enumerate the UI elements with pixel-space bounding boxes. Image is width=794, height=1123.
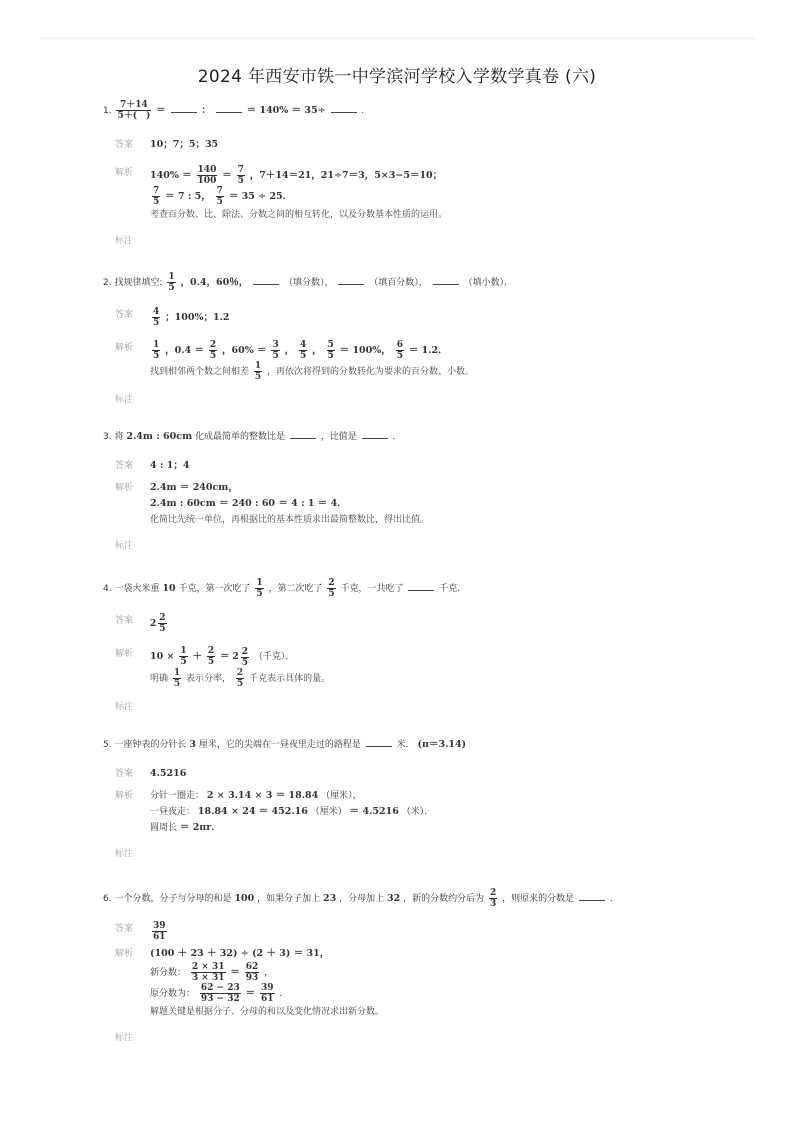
text-segment: 原分数为： — [150, 989, 196, 999]
text-segment: ＝ 100%， — [339, 345, 391, 356]
text-segment: （填分数）， — [284, 278, 334, 288]
answer-label: 答案 — [115, 310, 134, 320]
fraction — [255, 578, 263, 599]
fraction — [116, 100, 151, 121]
mark-row — [103, 233, 734, 249]
text-segment: 140% ＝ — [150, 170, 192, 181]
text-segment: 2.4m : 60cm — [126, 431, 193, 442]
text-segment: ＝ 1.2． — [408, 345, 448, 356]
row-body — [150, 613, 734, 634]
text-line — [150, 646, 734, 668]
analysis-note — [150, 361, 734, 382]
answer-blank[interactable] — [331, 103, 357, 113]
text-segment: （厘米） — [310, 807, 347, 817]
text-segment: 3 — [189, 739, 196, 750]
row-body — [150, 165, 734, 223]
fraction-denominator: 5 — [328, 589, 335, 599]
fraction-numerator: 2 — [209, 340, 217, 350]
mark-label[interactable]: 标注 — [115, 1033, 134, 1043]
text-segment: ． — [361, 106, 371, 116]
answer-label: 答案 — [115, 769, 134, 779]
text-segment: 化成最简单的整数比是 — [195, 432, 286, 442]
fraction-numerator: 2 — [159, 613, 166, 623]
answer-row — [103, 137, 734, 153]
question-3 — [103, 428, 734, 554]
text-segment: ． — [392, 432, 402, 442]
text-segment: 100 — [234, 893, 255, 904]
text-segment: ＋ — [192, 651, 203, 662]
fraction-numerator: 62 − 23 — [200, 983, 240, 993]
fraction-numerator: 7 — [237, 165, 244, 175]
text-segment: 表示分率， — [186, 673, 232, 684]
mark-row — [103, 538, 734, 554]
question-stem — [103, 428, 734, 446]
question-stem — [103, 100, 734, 121]
text-line — [150, 788, 734, 804]
fraction-denominator: 100 — [197, 176, 217, 186]
text-segment: 10 × — [150, 651, 175, 662]
mark-label[interactable]: 标注 — [115, 849, 134, 859]
fraction-numerator: 7＋14 — [116, 100, 151, 111]
answer-row — [103, 921, 734, 942]
text-segment: 千克，一共吃了 — [340, 584, 404, 594]
row-body — [150, 340, 734, 382]
text-segment: 1. — [103, 106, 112, 116]
text-segment: 一昼夜走： — [150, 807, 196, 817]
text-segment: 2 × 3.14 × 3 ＝ 18.84 — [206, 790, 319, 801]
answer-blank[interactable] — [579, 891, 605, 901]
text-segment: ；100%；1.2 — [165, 312, 230, 323]
fraction — [489, 888, 497, 909]
answer-value: 4 : 1；4 — [150, 460, 190, 471]
answer-value: 10；7；5；35 — [150, 139, 219, 150]
text-segment: ，0.4，60％， — [180, 277, 249, 288]
text-segment: （千克）． — [253, 652, 295, 662]
text-segment: ， — [312, 345, 322, 356]
fraction-denominator: 5 — [237, 176, 244, 186]
text-segment: 圆周长 — [150, 823, 178, 833]
fraction-numerator: 1 — [153, 340, 160, 350]
fraction-denominator: 5 — [209, 351, 217, 361]
answer-row — [103, 307, 734, 328]
fraction-denominator: 5 — [153, 318, 160, 328]
text-segment: ，新的分数约分后为 — [403, 894, 485, 904]
text-line — [150, 983, 734, 1004]
mark-row — [103, 1030, 734, 1046]
answer-blank[interactable] — [366, 737, 392, 747]
fraction-numerator: 1 — [168, 272, 175, 282]
fraction — [299, 340, 307, 361]
row-body — [150, 458, 734, 474]
fraction — [179, 646, 187, 667]
text-segment: ＝ — [245, 988, 256, 999]
text-segment: ，则原来的分数是 — [502, 894, 575, 904]
fraction-numerator: 4 — [299, 340, 307, 350]
fraction — [216, 186, 224, 207]
fraction-numerator: 1 — [256, 578, 263, 588]
fraction-numerator: 1 — [173, 667, 181, 678]
fraction-numerator: 1 — [254, 361, 262, 371]
fraction-numerator: 39 — [261, 983, 274, 993]
row-body — [150, 788, 734, 836]
text-segment: 分针一圈走： — [150, 791, 205, 801]
answer-row — [103, 766, 734, 782]
answer-value: 4.5216 — [150, 768, 187, 779]
answer-row — [103, 458, 734, 474]
fraction-numerator: 6 — [396, 340, 403, 350]
text-segment: （厘米）， — [321, 791, 362, 801]
fraction — [237, 165, 245, 186]
analysis-row — [103, 480, 734, 528]
fraction — [191, 962, 226, 983]
fraction-denominator: 61 — [261, 994, 274, 1004]
row-body — [150, 480, 734, 528]
fraction-denominator: 61 — [153, 932, 166, 942]
fraction — [152, 307, 160, 328]
analysis-note: 考查百分数、比、除法、分数之间的相互转化，以及分数基本性质的运用。 — [150, 210, 448, 220]
text-segment: 2 — [232, 652, 239, 662]
analysis-note — [150, 668, 734, 689]
fraction-denominator: 5 — [396, 351, 403, 361]
answer-label: 答案 — [115, 616, 134, 626]
analysis-label: 解析 — [115, 343, 134, 353]
fraction-denominator: 5 — [236, 678, 244, 689]
fraction-denominator: 5 — [159, 624, 166, 634]
text-segment: ． — [609, 894, 619, 904]
fraction-denominator: 5＋( ) — [117, 111, 151, 121]
text-segment: ： — [201, 105, 211, 116]
fraction-denominator: 5 — [241, 657, 248, 668]
mark-row — [103, 699, 734, 715]
text-segment: 新分数： — [150, 968, 187, 978]
question-6 — [103, 888, 734, 1046]
text-segment: 32 — [386, 893, 401, 904]
text-segment: ＝ — [222, 170, 232, 181]
text-segment: 23 — [322, 893, 337, 904]
fraction-denominator: 5 — [216, 197, 223, 207]
analysis-label: 解析 — [115, 649, 134, 659]
fraction — [254, 361, 262, 382]
fraction-denominator: 93 — [245, 973, 259, 983]
question-stem — [103, 736, 734, 754]
fraction-numerator: 2 — [241, 646, 248, 657]
analysis-note: 解题关键是根据分子、分母的和以及变化情况求出新分数。 — [150, 1007, 385, 1017]
answer-value — [150, 921, 734, 942]
mark-row — [103, 392, 734, 408]
answer-blank[interactable] — [362, 429, 388, 439]
text-segment: 找到相邻两个数之间相差 — [150, 367, 250, 377]
analysis-row — [103, 946, 734, 1020]
text-segment: ＝ — [230, 967, 240, 978]
fraction — [260, 983, 275, 1004]
text-segment: 千克表示具体的量。 — [249, 673, 331, 684]
text-segment: 明确 — [150, 673, 169, 684]
text-segment: 千克． — [439, 584, 467, 594]
fraction-denominator: 5 — [207, 657, 215, 667]
text-segment: （填百分数）， — [369, 278, 428, 288]
fraction-denominator: 3 × 31 — [191, 973, 225, 983]
page-title: 2024 年西安市铁一中学滨河学校入学数学真卷 (六) — [197, 67, 597, 87]
fraction-denominator: 5 — [173, 678, 181, 689]
fraction — [200, 983, 241, 1004]
fraction — [327, 340, 335, 361]
text-segment: （米）． — [401, 807, 434, 817]
text-line — [150, 340, 734, 361]
text-segment: ，7＋14＝21，21÷7＝3，5×3−5＝10； — [249, 170, 443, 181]
question-stem — [103, 578, 734, 599]
fraction-numerator: 2 × 31 — [191, 962, 225, 972]
text-segment: ＝ — [220, 651, 230, 662]
text-line — [150, 186, 734, 207]
fraction-numerator: 5 — [327, 340, 334, 350]
fraction-denominator: 5 — [254, 372, 262, 382]
text-segment: 一个分数，分子与分母的和是 — [114, 894, 232, 904]
answer-label: 答案 — [115, 461, 134, 471]
fraction-denominator: 93 − 32 — [200, 994, 240, 1004]
fraction-numerator: 7 — [216, 186, 223, 196]
fraction-numerator: 1 — [180, 646, 187, 656]
text-line — [150, 165, 734, 186]
text-segment: 一座钟表的分针长 — [114, 740, 187, 750]
analysis-row — [103, 340, 734, 382]
mark-label[interactable]: 标注 — [115, 541, 134, 551]
row-body — [150, 766, 734, 782]
answer-value — [150, 613, 734, 634]
text-segment: ＝ 4.5216 — [349, 806, 399, 817]
text-segment: ，第二次吃了 — [268, 584, 323, 594]
fraction — [197, 165, 218, 186]
fraction — [207, 646, 215, 667]
analysis-label: 解析 — [115, 168, 134, 178]
text-segment: 将 — [114, 432, 124, 442]
fraction — [152, 921, 167, 942]
text-segment: 3. — [103, 432, 112, 442]
text-line: (100 ＋ 23 ＋ 32) ÷ (2 ＋ 3) ＝ 31， — [150, 948, 330, 959]
text-segment: ， — [284, 345, 295, 356]
fraction-denominator: 5 — [153, 197, 160, 207]
text-segment: 10 — [162, 583, 176, 594]
text-segment: ＝ 35 ÷ 25． — [228, 191, 293, 202]
text-segment: 千克，第一次吃了 — [178, 584, 251, 594]
fraction — [152, 186, 160, 207]
row-body — [150, 921, 734, 942]
analysis-note: 化简比先统一单位，再根据比的基本性质求出最简整数比，得出比值。 — [150, 515, 430, 525]
mark-label[interactable]: 标注 — [115, 395, 134, 405]
fraction — [152, 340, 160, 361]
mixed-number — [150, 613, 169, 634]
text-segment: ＝ 7 : 5， — [165, 191, 211, 202]
fraction — [241, 647, 249, 668]
question-5 — [103, 736, 734, 862]
mark-label[interactable]: 标注 — [115, 701, 134, 712]
fraction-numerator: 4 — [153, 307, 160, 317]
analysis-label: 解析 — [115, 949, 134, 959]
fraction-numerator: 62 — [245, 962, 259, 972]
fraction — [236, 668, 244, 689]
text-segment: ． — [279, 989, 289, 999]
fraction-denominator: 5 — [168, 283, 175, 293]
text-segment: ，比值是 — [320, 432, 357, 442]
text-segment: 米． — [396, 740, 415, 750]
question-stem — [103, 272, 734, 293]
answer-blank[interactable] — [216, 103, 242, 113]
fraction-numerator: 2 — [207, 646, 215, 656]
text-line — [150, 804, 734, 820]
text-segment: 6. — [103, 894, 112, 904]
answer-blank[interactable] — [338, 275, 364, 285]
text-segment: 一袋大米重 — [114, 584, 160, 594]
text-segment: ，0.4 ＝ — [165, 345, 204, 356]
fraction-numerator: 2 — [236, 667, 244, 678]
text-line — [150, 962, 734, 983]
answer-blank[interactable] — [408, 581, 434, 591]
answer-value — [150, 307, 734, 328]
fraction-denominator: 3 — [489, 899, 497, 909]
answer-row — [103, 613, 734, 634]
row-body — [150, 307, 734, 328]
fraction — [396, 340, 404, 361]
answer-label: 答案 — [115, 140, 134, 150]
fraction-numerator: 2 — [328, 578, 335, 588]
text-segment: (π＝3.14) — [417, 739, 467, 750]
text-segment: 2. — [103, 278, 112, 288]
analysis-row — [103, 165, 734, 223]
text-line: 2.4m : 60cm ＝ 240 : 60 ＝ 4 : 1 ＝ 4． — [150, 498, 347, 509]
fraction-denominator: 5 — [153, 351, 160, 361]
fraction-denominator: 5 — [256, 589, 263, 599]
fraction-denominator: 5 — [272, 351, 279, 361]
text-segment: 18.84 × 24 ＝ 452.16 — [197, 806, 308, 817]
text-segment: ，分母加上 — [339, 894, 385, 904]
fraction — [173, 668, 181, 689]
text-segment: ，再依次将得到的分数转化为要求的百分数、小数。 — [267, 367, 475, 377]
fraction-denominator: 5 — [299, 351, 307, 361]
fraction-numerator: 140 — [197, 165, 217, 175]
text-segment: ＝ 2πr． — [179, 822, 221, 833]
text-segment: ， — [264, 968, 274, 978]
text-line: 2.4m ＝ 240cm， — [150, 482, 238, 493]
text-segment: 2 — [150, 618, 157, 629]
text-segment: ，如果分子加上 — [257, 894, 321, 904]
analysis-label: 解析 — [115, 483, 134, 493]
text-segment: ，60% ＝ — [222, 345, 267, 356]
text-segment: ＝ 140% ＝ 35÷ — [246, 105, 326, 116]
fraction-denominator: 5 — [180, 657, 187, 667]
text-segment: 厘米，它的尖端在一昼夜里走过的路程是 — [198, 740, 361, 750]
question-4 — [103, 578, 734, 715]
answer-blank[interactable] — [433, 275, 459, 285]
question-1 — [103, 100, 734, 249]
question-2 — [103, 272, 734, 408]
answer-blank[interactable] — [171, 103, 197, 113]
top-divider — [38, 38, 756, 39]
text-segment: 4. — [103, 584, 112, 594]
fraction-numerator: 39 — [153, 921, 166, 931]
answer-blank[interactable] — [290, 429, 316, 439]
mark-row — [103, 846, 734, 862]
answer-blank[interactable] — [253, 275, 279, 285]
row-body — [150, 946, 734, 1020]
mixed-number — [232, 647, 251, 668]
analysis-row — [103, 646, 734, 689]
answer-label: 答案 — [115, 924, 134, 934]
fraction — [158, 613, 166, 634]
fraction — [327, 578, 335, 599]
fraction — [167, 272, 175, 293]
text-segment: 5. — [103, 740, 112, 750]
analysis-row — [103, 788, 734, 836]
fraction-numerator: 7 — [153, 186, 160, 196]
row-body — [150, 137, 734, 153]
text-segment: ＝ — [156, 105, 166, 116]
fraction — [245, 962, 260, 983]
row-body — [150, 646, 734, 689]
fraction — [209, 340, 217, 361]
text-segment: 找规律填空: — [114, 278, 163, 288]
question-stem — [103, 888, 734, 909]
fraction-numerator: 2 — [489, 888, 497, 898]
fraction-numerator: 3 — [272, 340, 279, 350]
fraction-denominator: 5 — [327, 351, 334, 361]
text-line — [150, 820, 734, 836]
analysis-label: 解析 — [115, 791, 134, 801]
fraction — [271, 340, 279, 361]
text-segment: （填小数）． — [463, 278, 514, 288]
mark-label[interactable]: 标注 — [115, 236, 134, 246]
